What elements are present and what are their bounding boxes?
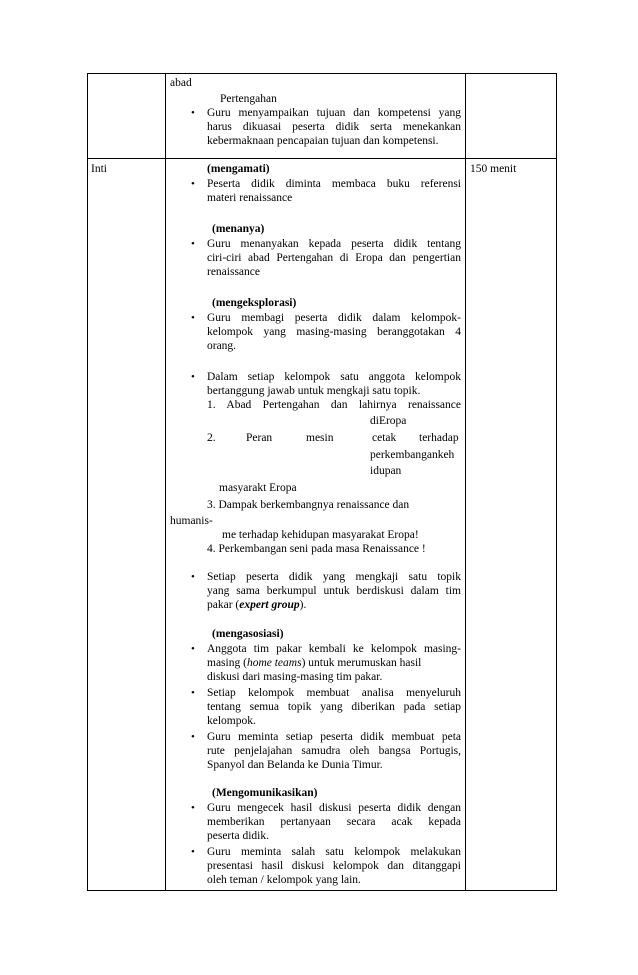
bullet-icon: • [191, 178, 195, 190]
list-item: Guru membagi peserta didik dalam kelompok- kelompok yang masing-masing beranggotakan 4 orang. [207, 312, 461, 352]
topic-item: 2. [207, 432, 216, 444]
topic-item: Peran [246, 432, 273, 444]
bullet-icon: • [191, 571, 195, 583]
phase-label: Inti [91, 163, 107, 175]
list-item: Setiap kelompok membuat analisa menyeluruh tentang semua topik yang diberikan pada setiap kelompok. [207, 687, 461, 727]
bullet-icon: • [191, 371, 195, 383]
topic-item: mesin [306, 432, 334, 444]
topic-item: cetak [372, 432, 397, 444]
time-allocation: 150 menit [470, 163, 517, 175]
topic-item: terhadap [419, 432, 459, 444]
bullet-icon: • [191, 846, 195, 858]
bullet-icon: • [191, 643, 195, 655]
section-heading: (mengeksplorasi) [212, 297, 297, 309]
list-item: Dalam setiap kelompok satu anggota kelompok bertanggung jawab untuk mengkaji satu topik. [207, 371, 461, 397]
section-heading: (Mengomunikasikan) [212, 787, 318, 799]
bullet-icon: • [191, 687, 195, 699]
activity-text: Pertengahan [220, 93, 277, 105]
topic-item: diEropa [370, 415, 407, 427]
topic-item: 3. Dampak berkembangnya renaissance dan [207, 499, 410, 511]
list-item: Guru menanyakan kepada peserta didik tentang ciri-ciri abad Pertengahan di Eropa dan pengertian renaissance [207, 238, 461, 278]
topic-item: humanis- [170, 515, 213, 527]
bullet-icon: • [191, 312, 195, 324]
bullet-icon: • [191, 107, 195, 119]
list-item: Setiap peserta didik yang mengkaji satu topik yang sama berkumpul untuk berdiskusi dalam tim pakar (expert group). [207, 571, 461, 611]
bullet-icon: • [191, 802, 195, 814]
bullet-icon: • [191, 731, 195, 743]
list-item: Guru mengecek hasil diskusi peserta didik dengan memberikan pertanyaan secara acak kepada peserta didik. [207, 802, 461, 842]
list-item: Guru meminta salah satu kelompok melakukan presentasi hasil diskusi kelompok dan ditanggapi oleh teman / kelompok yang lain. [207, 846, 461, 886]
activity-text: abad [170, 77, 192, 89]
list-item: Guru menyampaikan tujuan dan kompetensi yang harus dikuasai peserta didik serta menekankan kebermaknaan pencapaian tujuan dan kompetensi. [207, 107, 461, 147]
row-divider [88, 158, 556, 159]
column-divider [165, 74, 166, 890]
topic-item: perkembangankeh [370, 449, 455, 461]
topic-item: me terhadap kehidupan masyarakat Eropa! [222, 529, 419, 541]
list-item: Peserta didik diminta membaca buku referensi materi renaissance [207, 178, 461, 204]
list-item: Guru meminta setiap peserta didik membuat peta rute penjelajahan samudra oleh bangsa Portugis, Spanyol dan Belanda ke Dunia Timur. [207, 731, 461, 771]
topic-item: masyarakt Eropa [219, 482, 297, 494]
section-heading: (mengasosiasi) [212, 628, 284, 640]
list-item: Anggota tim pakar kembali ke kelompok masing- masing (home teams) untuk merumuskan hasil diskusi dari masing-masing tim pakar. [207, 643, 461, 683]
section-heading: (mengamati) [207, 163, 270, 175]
topic-item: 1. Abad Pertengahan dan lahirnya renaissance [207, 399, 461, 411]
topic-item: idupan [370, 465, 402, 477]
column-divider [465, 74, 466, 890]
section-heading: (menanya) [212, 223, 265, 235]
topic-item: 4. Perkembangan seni pada masa Renaissance ! [207, 543, 426, 555]
bullet-icon: • [191, 238, 195, 250]
